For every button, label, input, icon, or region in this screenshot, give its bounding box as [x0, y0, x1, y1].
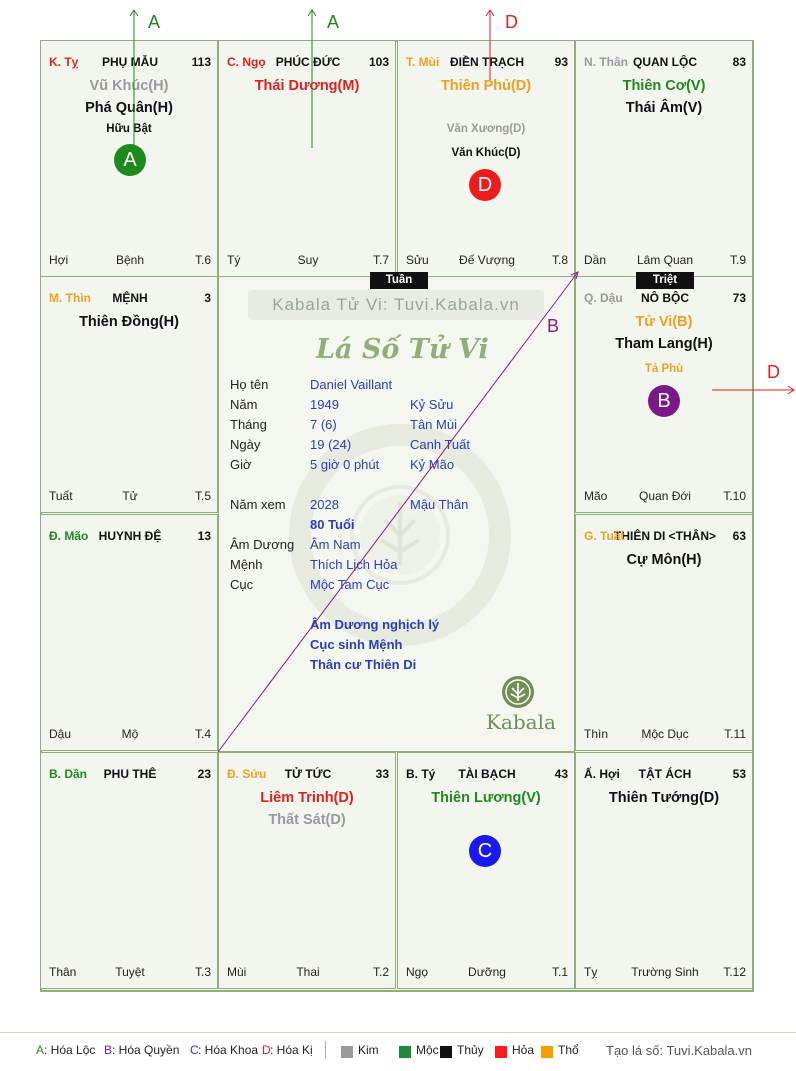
footer-limit: T.4: [194, 727, 211, 741]
legend-swatch: [495, 1046, 507, 1058]
main-star: Thiên Phủ(D): [440, 78, 532, 94]
main-star: Vũ Khúc(H): [89, 78, 169, 94]
footer-branch: Thân: [49, 965, 77, 979]
footer-limit: T.8: [551, 253, 568, 267]
footer-stage: Dưỡng: [468, 965, 506, 979]
legend-element-label: Thủy: [457, 1043, 484, 1057]
palace-can-chi: Ấ. Hợi: [584, 767, 620, 781]
main-star: Thiên Tướng(D): [608, 790, 720, 806]
legend-bar: [0, 1032, 796, 1071]
legend-hoa-key: B: [104, 1043, 113, 1057]
footer-stage: Tử: [122, 489, 138, 503]
main-star: Thái Âm(V): [625, 100, 703, 116]
info-label: Giờ: [230, 457, 252, 472]
palace-can-chi: C. Ngọ: [227, 55, 266, 69]
legend-swatch: [541, 1046, 553, 1058]
footer-branch: Hợi: [49, 253, 69, 267]
footer-stage: Mộ: [121, 727, 139, 741]
palace-number: 3: [204, 291, 211, 305]
info-value: 1949: [310, 397, 339, 412]
footer-branch: Tý: [227, 253, 241, 267]
info-label: Cục: [230, 577, 254, 592]
info-note: Thân cư Thiên Di: [310, 657, 417, 672]
legend-site-link[interactable]: Tạo lá số: Tuvi.Kabala.vn: [606, 1043, 752, 1058]
tuan-tag: Tuần: [370, 272, 428, 289]
palace-can-chi: B. Tý: [406, 767, 436, 781]
palace-name: QUAN LỘC: [633, 55, 697, 69]
palace-number: 23: [197, 767, 211, 781]
palace-name: MỆNH: [112, 291, 148, 305]
info-canchi: Kỷ Sửu: [410, 397, 454, 412]
footer-limit: T.12: [723, 965, 746, 979]
main-star: Cự Môn(H): [626, 552, 702, 568]
main-star: Tử Vi(B): [635, 314, 693, 330]
legend-element-label: Kim: [358, 1043, 379, 1057]
hoa-quyen-badge: B: [648, 385, 680, 417]
info-value: 2028: [310, 497, 339, 512]
info-value: 7 (6): [310, 417, 337, 432]
footer-stage: Suy: [297, 253, 319, 267]
info-label: Năm: [230, 397, 258, 412]
legend-hoa-key: A: [36, 1043, 45, 1057]
footer-limit: T.7: [372, 253, 389, 267]
footer-stage: Đế Vượng: [459, 253, 515, 267]
legend-divider: [325, 1041, 326, 1059]
footer-limit: T.3: [194, 965, 211, 979]
minor-star: Tả Phù: [644, 363, 684, 375]
palace-can-chi: K. Tỵ: [49, 55, 79, 69]
footer-limit: T.9: [729, 253, 746, 267]
main-star: Thái Dương(M): [254, 78, 360, 94]
info-value: 5 giờ 0 phút: [310, 457, 380, 472]
footer-limit: T.1: [551, 965, 568, 979]
palace-number: 93: [554, 55, 568, 69]
footer-stage: Mộc Dục: [641, 727, 689, 741]
watermark-text: Kabala Tử Vi: Tuvi.Kabala.vn: [248, 290, 544, 320]
hoa-ki-badge: D: [469, 169, 501, 201]
palace-name: TỬ TỨC: [284, 767, 332, 781]
footer-limit: T.11: [724, 727, 746, 741]
footer-stage: Quan Đới: [639, 489, 691, 503]
info-label: Năm xem: [230, 497, 286, 512]
info-value: Mộc Tam Cục: [310, 577, 390, 592]
footer-limit: T.6: [194, 253, 211, 267]
minor-star: Hữu Bật: [106, 123, 152, 135]
hoa-loc-badge: A: [114, 144, 146, 176]
palace-number: 103: [368, 55, 389, 69]
footer-limit: T.5: [194, 489, 211, 503]
info-canchi: Kỷ Mão: [410, 457, 455, 472]
info-value: Âm Nam: [310, 537, 361, 552]
minor-star: Văn Xương(D): [446, 123, 526, 135]
footer-branch: Ngọ: [406, 965, 429, 979]
footer-stage: Trường Sinh: [631, 965, 699, 979]
palace-name: PHÚC ĐỨC: [275, 55, 341, 69]
kabala-logo-text: Kabala: [486, 710, 556, 734]
footer-stage: Bệnh: [115, 253, 145, 267]
footer-branch: Dần: [584, 253, 607, 267]
legend-hoa-key: D: [262, 1043, 271, 1057]
info-label: Tháng: [230, 417, 267, 432]
arrow-label-d1: D: [505, 12, 518, 32]
arrow-label-b: B: [547, 316, 560, 336]
main-star: Thiên Lương(V): [431, 790, 541, 806]
arrow-label-a2: A: [327, 12, 340, 32]
palace-name: TẬT ÁCH: [638, 767, 692, 781]
palace-number: 13: [197, 529, 211, 543]
palace-name: PHỤ MẪU: [102, 55, 158, 69]
legend-swatch: [399, 1046, 411, 1058]
legend-swatch: [341, 1046, 353, 1058]
info-note: Âm Dương nghịch lý: [310, 617, 440, 632]
palace-name: PHU THÊ: [103, 767, 157, 781]
palace-can-chi: M. Thìn: [49, 291, 91, 305]
minor-star: Văn Khúc(D): [451, 147, 521, 159]
footer-limit: T.2: [372, 965, 389, 979]
info-label: Ngày: [230, 437, 261, 452]
main-star: Liêm Trinh(D): [260, 790, 354, 806]
footer-branch: Tuất: [49, 489, 73, 503]
triet-tag: Triệt: [636, 272, 694, 289]
footer-branch: Mùi: [227, 965, 247, 979]
palace-number: 53: [732, 767, 746, 781]
palace-can-chi: N. Thân: [584, 55, 628, 69]
legend-hoa-label: : Hóa Khoa: [198, 1043, 259, 1057]
palace-number: 73: [732, 291, 746, 305]
palace-name: HUYNH ĐỆ: [98, 529, 162, 543]
main-star: Thiên Đồng(H): [79, 314, 179, 330]
footer-branch: Dậu: [49, 727, 72, 741]
arrow-label-a1: A: [148, 12, 161, 32]
palace-number: 63: [732, 529, 746, 543]
palace-can-chi: Đ. Mão: [49, 529, 89, 543]
main-star: Phá Quân(H): [85, 100, 173, 116]
chart-title: Lá Số Tử Vi: [316, 334, 489, 365]
legend-swatch: [440, 1046, 452, 1058]
legend-hoa-key: C: [190, 1043, 199, 1057]
info-canchi: Tân Mùi: [410, 417, 457, 432]
main-star: Tham Lang(H): [615, 336, 713, 352]
footer-branch: Sửu: [406, 253, 429, 267]
main-star: Thất Sát(D): [268, 812, 346, 828]
legend-element-label: Hỏa: [512, 1043, 535, 1057]
palace-can-chi: G. Tuất: [584, 529, 625, 543]
info-label: Âm Dương: [230, 537, 295, 552]
info-note: Cục sinh Mệnh: [310, 637, 403, 652]
palace-name: ĐIỀN TRẠCH: [450, 55, 524, 69]
hoa-khoa-badge: C: [469, 835, 501, 867]
footer-branch: Tỵ: [584, 965, 598, 979]
footer-stage: Tuyệt: [115, 965, 145, 979]
palace-name: TÀI BẠCH: [458, 767, 516, 781]
palace-number: 83: [732, 55, 746, 69]
info-value: Daniel Vaillant: [310, 377, 393, 392]
palace-can-chi: B. Dần: [49, 767, 88, 781]
info-age: 80 Tuổi: [310, 517, 355, 532]
legend-element-label: Mộc: [416, 1043, 439, 1057]
legend-hoa-label: : Hóa Quyền: [112, 1043, 180, 1057]
palace-name: NÔ BỘC: [641, 291, 689, 305]
info-label: Họ tên: [230, 377, 269, 392]
info-value: 19 (24): [310, 437, 352, 452]
main-star: Thiên Cơ(V): [622, 78, 706, 94]
arrow-label-d2: D: [767, 362, 780, 382]
info-value: Thích Lịch Hỏa: [310, 557, 398, 572]
info-canchi: Mậu Thân: [410, 497, 469, 512]
info-label: Mệnh: [230, 557, 263, 572]
legend-hoa-label: : Hóa Lộc: [44, 1043, 96, 1057]
info-canchi: Canh Tuất: [410, 437, 470, 452]
footer-branch: Mão: [584, 489, 608, 503]
palace-can-chi: Đ. Sửu: [227, 767, 267, 781]
footer-stage: Thai: [296, 965, 320, 979]
palace-can-chi: T. Mùi: [406, 55, 440, 69]
footer-branch: Thìn: [584, 727, 609, 741]
palace-can-chi: Q. Dậu: [584, 291, 623, 305]
palace-name: THIÊN DI <THÂN>: [613, 529, 716, 543]
palace-number: 33: [375, 767, 389, 781]
footer-limit: T.10: [723, 489, 746, 503]
legend-hoa-label: : Hóa Kị: [270, 1043, 313, 1057]
palace-number: 43: [554, 767, 568, 781]
footer-stage: Lâm Quan: [636, 253, 694, 267]
palace-number: 113: [191, 55, 211, 69]
legend-element-label: Thổ: [558, 1043, 579, 1057]
